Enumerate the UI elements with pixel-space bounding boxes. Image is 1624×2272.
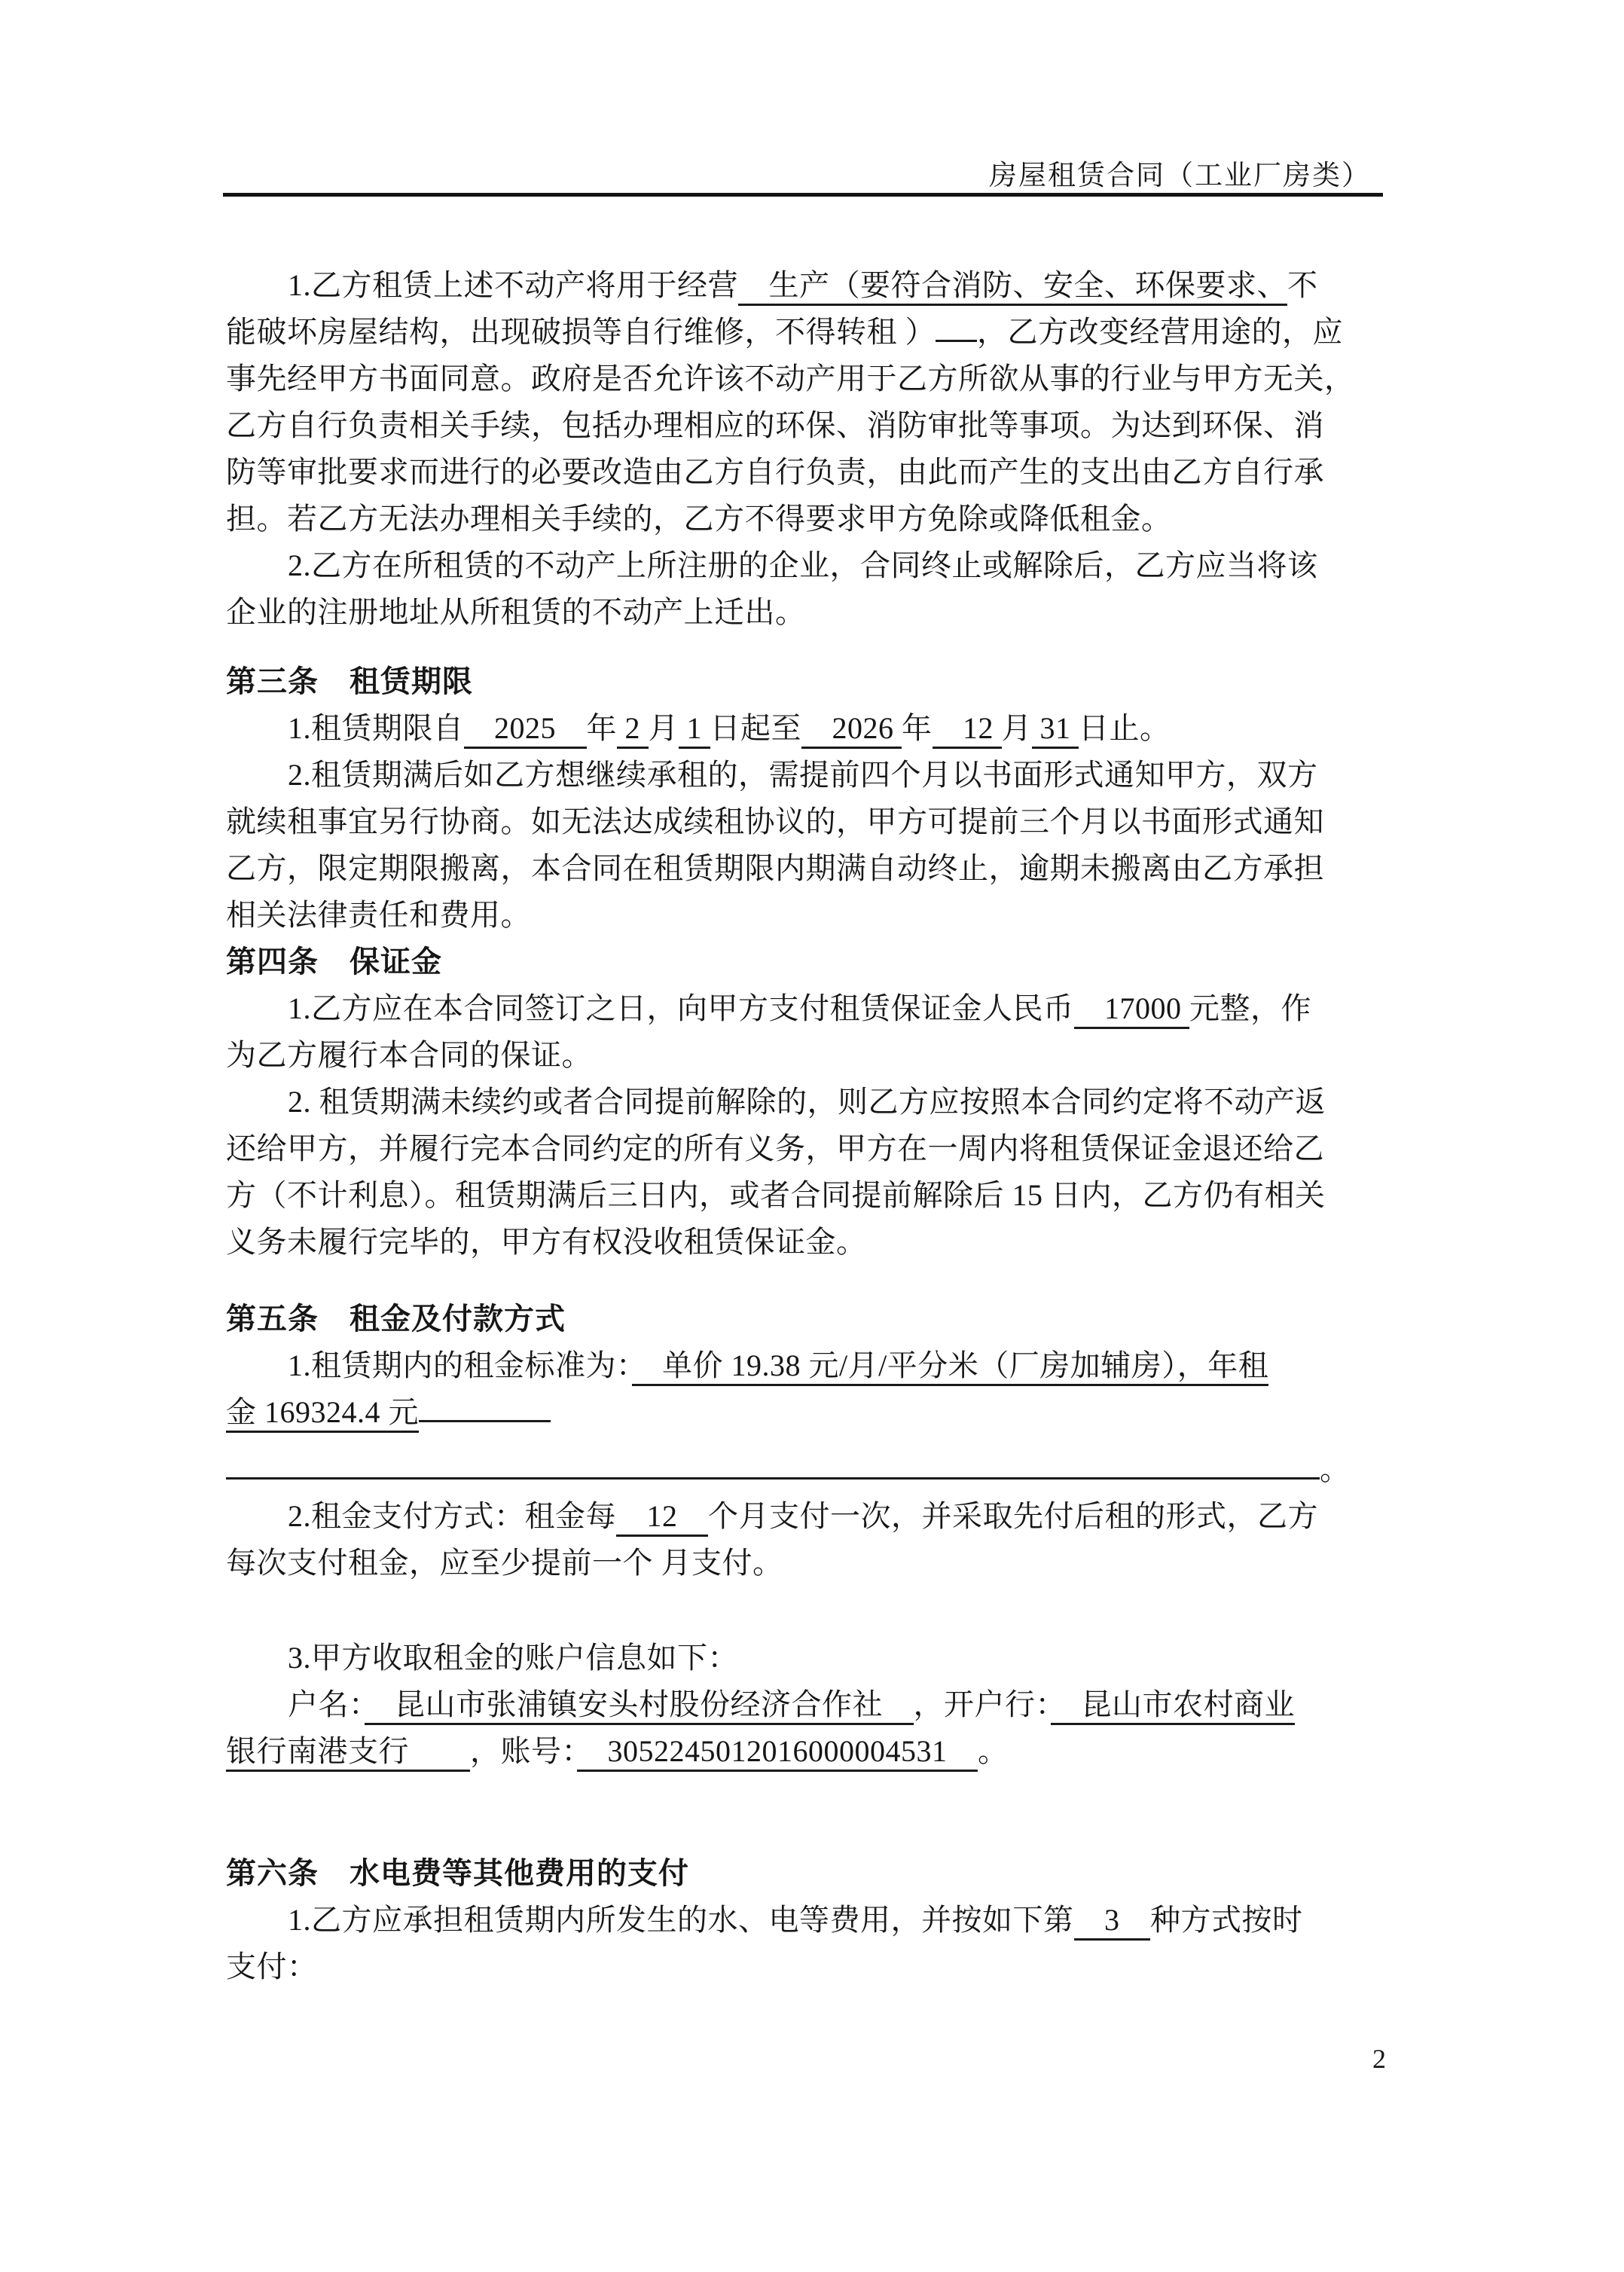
text-run: 种方式按时 [1150, 1903, 1303, 1937]
contract-line [226, 1032, 1406, 1079]
text-run: 企业的注册地址从所租赁的不动产上迁出。 [226, 595, 806, 629]
text-run: ，乙方改变经营用途的，应 [977, 315, 1343, 349]
text-run: 年 [586, 711, 617, 745]
text-run: 日起至 [710, 711, 801, 745]
text-run: 为乙方履行本合同的保证。 [226, 1038, 592, 1072]
filled-in-value: 银行南港支行 [226, 1734, 470, 1772]
text-run: 事先经甲方书面同意。政府是否允许该不动产用于乙方所欲从事的行业与甲方无关， [226, 362, 1355, 395]
text-run: 方（不计利息）。租赁期满后三日内，或者合同提前解除后 15 日内，乙方仍有相关 [226, 1178, 1326, 1212]
contract-line [226, 1728, 1406, 1775]
text-run: 乙方自行负责相关手续，包括办理相应的环保、消防审批等事项。为达到环保、消 [226, 408, 1324, 442]
contract-line [226, 1079, 1406, 1125]
contract-line [226, 892, 1406, 939]
document-title: 房屋租赁合同（工业厂房类） [989, 160, 1371, 191]
filled-in-value: 3 [1074, 1903, 1151, 1941]
text-run: 2.租金支付方式：租金每 [288, 1499, 616, 1533]
filled-in-value: 2 [617, 711, 649, 749]
contract-line [226, 1446, 1406, 1493]
filled-in-value: 2026 [801, 711, 902, 749]
text-run: 1.乙方应在本合同签订之日，向甲方支付租赁保证金人民币 [288, 991, 1074, 1025]
text-run: 2. 租赁期满未续约或者合同提前解除的，则乙方应按照本合同约定将不动产返 [288, 1085, 1326, 1119]
text-run: 相关法律责任和费用。 [226, 898, 531, 932]
contract-line [226, 1635, 1406, 1681]
text-run: 。 [1320, 1452, 1351, 1486]
filled-in-value: 1 [679, 711, 710, 749]
text-run: 2.乙方在所租赁的不动产上所注册的企业，合同终止或解除后，乙方应当将该 [288, 548, 1318, 582]
text-run: 担。若乙方无法办理相关手续的，乙方不得要求甲方免除或降低租金。 [226, 502, 1172, 536]
contract-line [226, 1944, 1406, 1990]
text-run: ，开户行： [913, 1687, 1051, 1721]
contract-line [226, 752, 1406, 799]
text-run: 1.乙方应承担租赁期内所发生的水、电等费用，并按如下第 [288, 1903, 1074, 1937]
contract-line [226, 705, 1406, 752]
text-run: 还给甲方，并履行完本合同约定的所有义务，甲方在一周内将租赁保证金退还给乙 [226, 1131, 1324, 1165]
filled-in-value: 生产（要符合消防、安全、环保要求、 [738, 268, 1287, 306]
contract-line [226, 542, 1406, 589]
contract-line [226, 1681, 1406, 1728]
contract-line [226, 1493, 1406, 1540]
text-run: 义务未履行完毕的，甲方有权没收租赁保证金。 [226, 1225, 867, 1259]
contract-line [226, 1172, 1406, 1219]
text-run: 就续租事宜另行协商。如无法达成续租协议的，甲方可提前三个月以书面形式通知 [226, 805, 1324, 838]
text-run: 能破坏房屋结构，出现破损等自行维修，不得转租 ） [226, 315, 936, 349]
filled-in-value: 3052245012016000004531 [577, 1734, 978, 1772]
section-heading: 第三条 租赁期限 [226, 664, 473, 698]
filled-in-value: 金 169324.4 元 [226, 1395, 419, 1433]
text-run: 元整，作 [1189, 991, 1311, 1025]
header-rule [223, 193, 1383, 197]
text-run: 每次支付租金，应至少提前一个 月支付。 [226, 1546, 783, 1580]
text-run: 1.乙方租赁上述不动产将用于经营 [288, 268, 738, 302]
text-run: 日止。 [1079, 711, 1171, 745]
text-run: 乙方，限定期限搬离，本合同在租赁期限内期满自动终止，逾期未搬离由乙方承担 [226, 851, 1324, 885]
contract-line [226, 1540, 1406, 1586]
text-run: 户名： [288, 1687, 365, 1721]
contract-line [226, 309, 1406, 356]
text-run: 3.甲方收取租金的账户信息如下： [288, 1641, 738, 1675]
text-run: 。 [978, 1734, 1009, 1768]
contract-line [226, 1125, 1406, 1172]
blank-underline [419, 1390, 551, 1422]
text-run: 1.租赁期内的租金标准为： [288, 1348, 632, 1382]
text-run: 防等审批要求而进行的必要改造由乙方自行负责，由此而产生的支出由乙方自行承 [226, 455, 1324, 489]
filled-in-value: 17000 [1074, 991, 1190, 1029]
contract-line [226, 985, 1406, 1032]
contract-line [226, 589, 1406, 636]
contract-line [226, 799, 1406, 845]
page-number: 2 [1372, 2044, 1386, 2074]
filled-in-value: 昆山市农村商业 [1051, 1687, 1295, 1725]
contract-body [226, 262, 1406, 1990]
text-run: 年 [902, 711, 933, 745]
blank-underline [936, 310, 977, 342]
contract-line [226, 1342, 1406, 1389]
contract-line [226, 402, 1406, 449]
section-heading: 第四条 保证金 [226, 945, 442, 979]
text-run: ，账号： [470, 1734, 577, 1768]
section-heading: 第五条 租金及付款方式 [226, 1302, 566, 1336]
text-run: 2.租赁期满后如乙方想继续承租的，需提前四个月以书面形式通知甲方，双方 [288, 758, 1318, 792]
contract-line [226, 1219, 1406, 1266]
text-run: 不 [1287, 268, 1318, 302]
contract-line [226, 845, 1406, 892]
filled-in-value: 单价 19.38 元/月/平分米（厂房加辅房），年租 [632, 1348, 1269, 1386]
filled-in-value: 12 [933, 711, 1002, 749]
contract-line [226, 262, 1406, 309]
text-run: 支付： [226, 1950, 318, 1983]
blank-underline [226, 1447, 1320, 1480]
contract-line [226, 496, 1406, 542]
section-heading: 第六条 水电费等其他费用的支付 [226, 1856, 689, 1890]
filled-in-value: 12 [616, 1499, 708, 1537]
text-run: 月 [1001, 711, 1032, 745]
filled-in-value: 31 [1032, 711, 1079, 749]
filled-in-value: 2025 [464, 711, 587, 749]
contract-line [226, 449, 1406, 496]
text-run: 个月支付一次，并采取先付后租的形式，乙方 [708, 1499, 1318, 1533]
text-run: 月 [648, 711, 679, 745]
text-run: 1.租赁期限自 [288, 711, 464, 745]
contract-line [226, 1389, 1406, 1436]
filled-in-value: 昆山市张浦镇安头村股份经济合作社 [365, 1687, 914, 1725]
contract-line [226, 1897, 1406, 1944]
contract-line [226, 356, 1406, 402]
